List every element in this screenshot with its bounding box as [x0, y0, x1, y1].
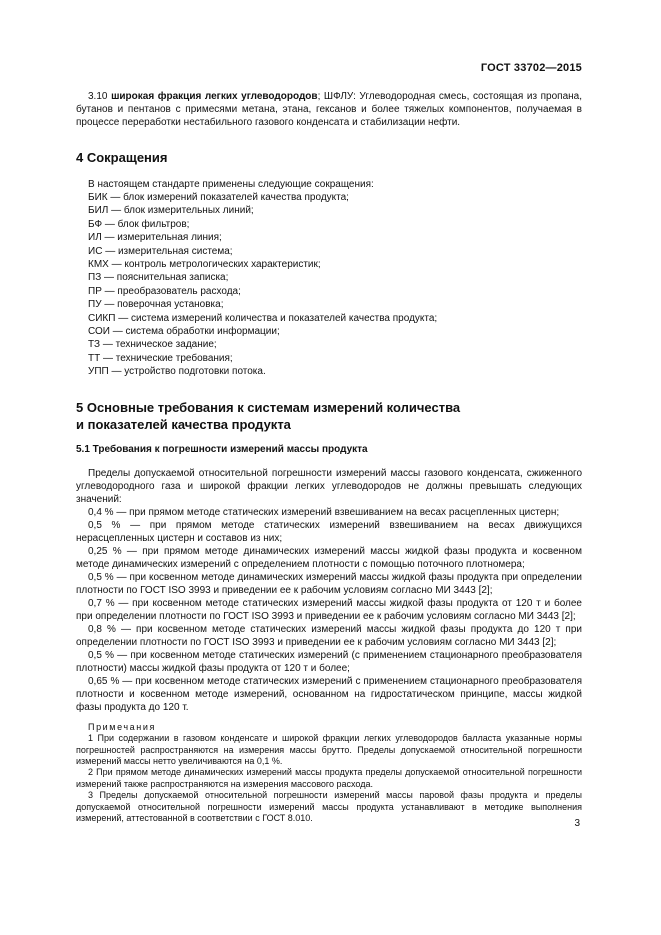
requirement-item: 0,8 % — при косвенном методе статических измерений массы жидкой фазы продукта до 120 т при определении плотности по ГОСТ ISO 3993 и приведении ее к рабочим условиям согласно МИ 3443 [2]; [76, 623, 582, 648]
abbreviation-item: КМХ — контроль метрологических характеристик; [88, 259, 321, 271]
section-5-title [76, 399, 582, 433]
abbreviation-item: БИК — блок измерений показателей качества продукта; [88, 192, 349, 203]
abbreviation-item: СИКП — система измерений количества и показателей качества продукта; [88, 312, 438, 324]
subsection-5-1-title: 5.1 Требования к погрешности измерений массы продукта [76, 443, 368, 455]
document-code-header: ГОСТ 33702—2015 [480, 62, 582, 74]
page-number: 3 [574, 818, 580, 829]
definition-term: широкая фракция легких углеводородов [111, 91, 318, 102]
notes-block [76, 722, 582, 825]
abbreviation-item: ТЗ — техническое задание; [88, 339, 217, 351]
abbreviation-item: БФ — блок фильтров; [88, 218, 190, 230]
abbreviation-item: ИЛ — измерительная линия; [88, 232, 222, 244]
section-5-title-line2: и показателей качества продукта [76, 416, 291, 432]
abbreviation-item: БИЛ — блок измерительных линий; [88, 205, 254, 217]
section-5-title-line1: 5 Основные требования к системам измерений количества [76, 399, 461, 415]
definition-number: 3.10 [88, 91, 108, 102]
requirement-item: 0,5 % — при прямом методе статических измерений взвешиванием на весах движущихся нерасцепленных цистерн и составов из них; [76, 519, 582, 544]
requirement-item: 0,25 % — при прямом методе динамических измерений массы жидкой фазы продукта и косвенном методе динамических измерений с определением плотности с помощью поточного плотномера; [76, 545, 582, 570]
requirement-item: 0,7 % — при косвенном методе статических измерений массы жидкой фазы продукта от 120 т и более при определении плотности по ГОСТ ISO 3993 и приведении ее к рабочим условиям согласно МИ 3443 [2]; [76, 597, 582, 622]
requirement-item: 0,65 % — при косвенном методе статических измерений с применением стационарного преобразователя плотности и косвенном методе измерений, основанном на гидростатическом принципе, массы жидкой фазы продукта до 120 т. [76, 675, 582, 713]
requirements-intro: Пределы допускаемой относительной погрешности измерений массы газового конденсата, сжиженного углеводородного газа и широкой фракции легких углеводородов не должны превышать следующих значений: [76, 467, 582, 505]
abbreviations-list [76, 191, 582, 379]
note-item: 1 При содержании в газовом конденсате и широкой фракции легких углеводородов балласта указанные нормы погрешностей распространяются на измерения массы брутто. Пределы допускаемой относительной погрешности измерений массы нетто увеличиваются на 0,1 %. [76, 733, 582, 766]
page-content [76, 90, 582, 824]
definition-3-10 [76, 90, 582, 129]
note-item: 2 При прямом методе динамических измерений массы продукта пределы допускаемой относительной погрешности измерений также распространяются на измерения массового расхода. [76, 767, 582, 789]
abbreviation-item: ПЗ — пояснительная записка; [88, 272, 229, 284]
abbreviation-item: ПР — преобразователь расхода; [88, 285, 241, 297]
requirement-item: 0,5 % — при косвенном методе динамических измерений массы жидкой фазы продукта при определении плотности по ГОСТ ISO 3993 и приведении ее к рабочим условиям согласно МИ 3443 [2]; [76, 571, 582, 596]
note-item: 3 Пределы допускаемой относительной погрешности измерений массы паровой фазы продукта и пределы допускаемой относительной погрешности измерений массы продукта устанавливают в методике выполнения измерений, аттестованной в соответствии с ГОСТ 8.010. [76, 790, 582, 823]
abbreviation-item: УПП — устройство подготовки потока. [88, 366, 266, 378]
abbreviation-item: ИС — измерительная система; [88, 245, 233, 257]
abbreviation-item: ТТ — технические требования; [88, 352, 233, 364]
section-4-title: 4 Сокращения [76, 150, 168, 165]
abbreviation-item: ПУ — поверочная установка; [88, 299, 224, 311]
requirement-item: 0,4 % — при прямом методе статических измерений взвешиванием на весах расцепленных цистерн; [88, 506, 560, 518]
notes-title: Примечания [88, 721, 156, 732]
abbreviation-item: СОИ — система обработки информации; [88, 326, 280, 338]
definition-text: ; ШФЛУ: Углеводородная смесь, состоящая из пропана, бутанов и пентанов с примесями метана, этана, гексанов и более тяжелых компонентов, получаемая в процессе переработки нестабильного газового конденсата и стабилизации нефти. [76, 91, 582, 128]
abbreviations-intro: В настоящем стандарте применены следующие сокращения: [88, 179, 374, 190]
requirement-item: 0,5 % — при косвенном методе статических измерений (с применением стационарного преобразователя плотности) массы жидкой фазы продукта от 120 т и более; [76, 649, 582, 674]
